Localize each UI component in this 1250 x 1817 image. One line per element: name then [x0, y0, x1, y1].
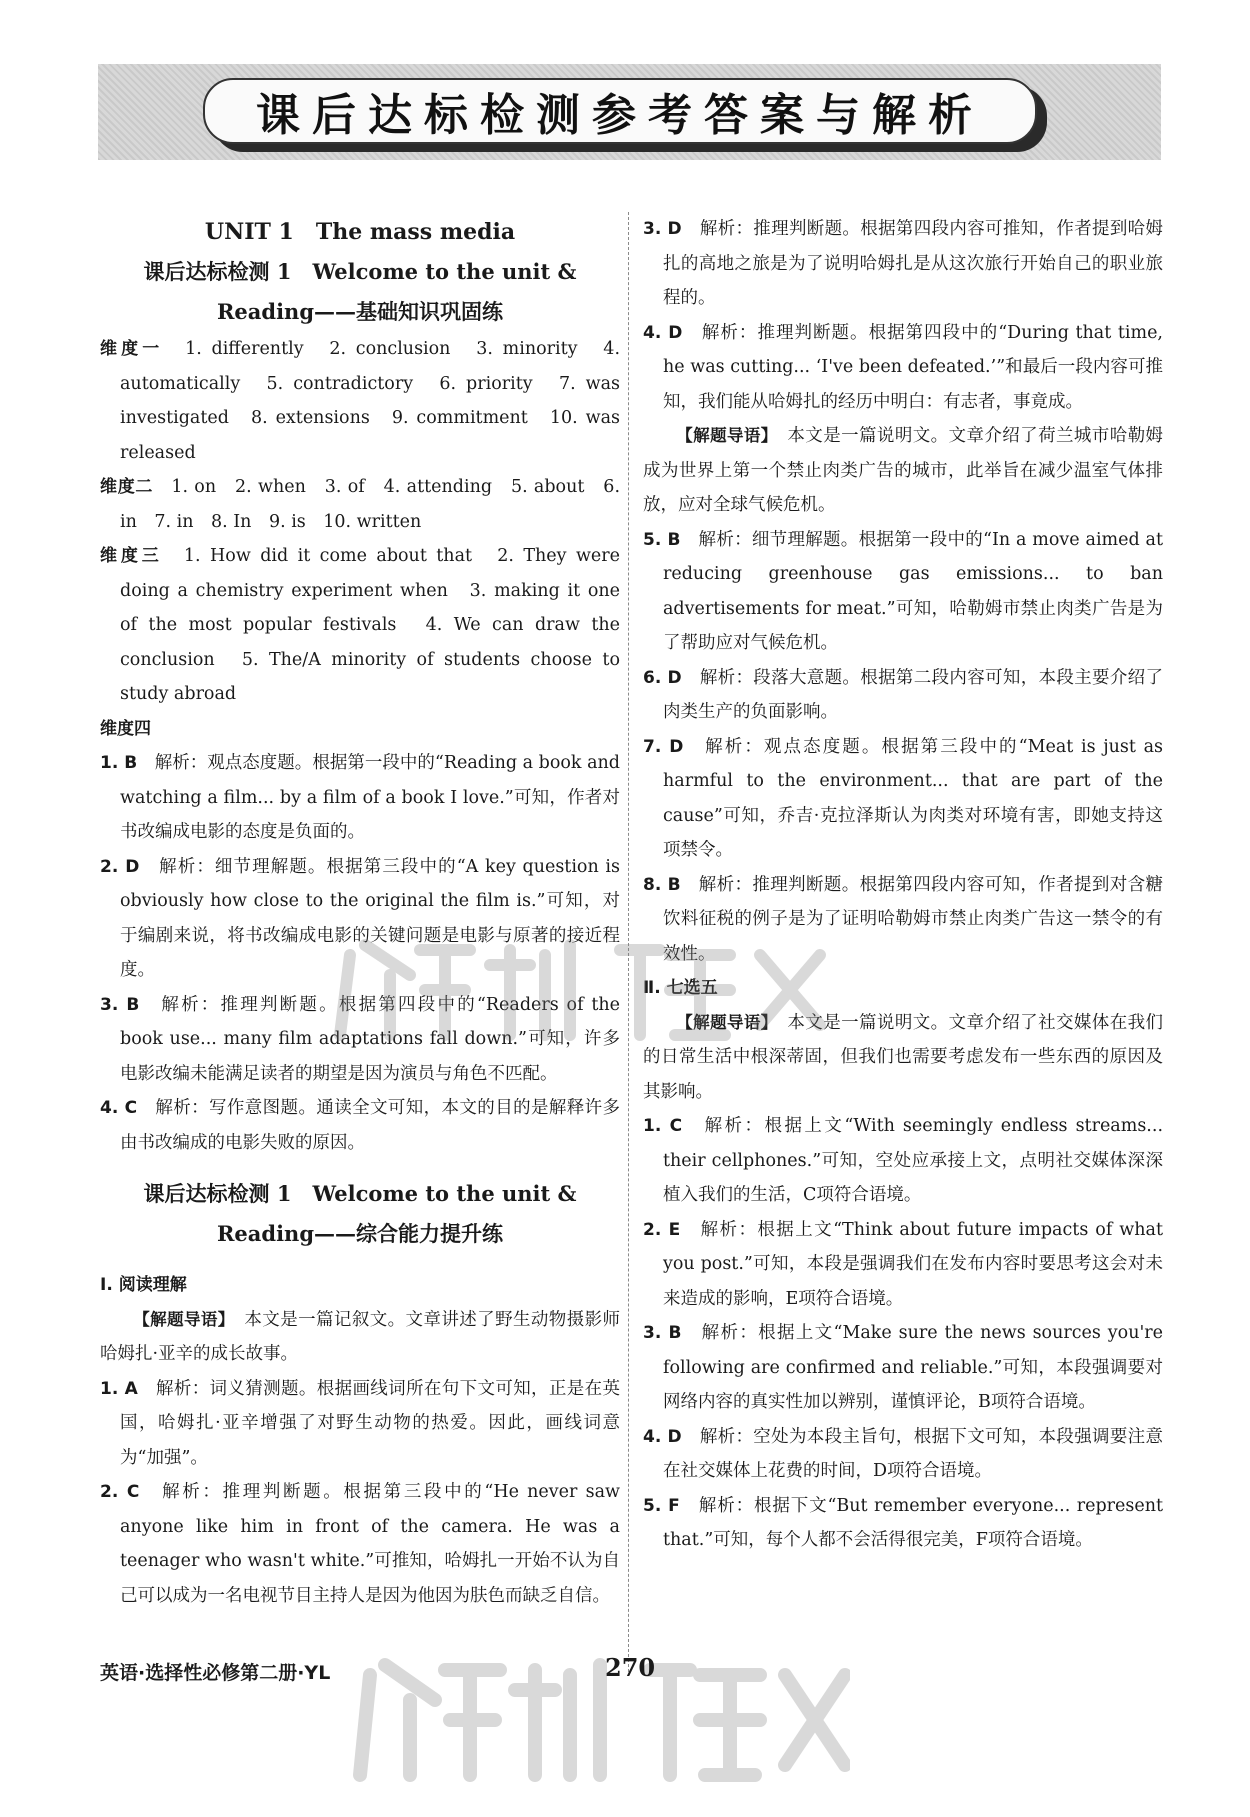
answer-key: 4. C — [100, 1098, 138, 1118]
answer-key: 4. D — [643, 322, 683, 343]
guide-text: 本文是一篇记叙文。文章讲述了野生动物摄影师哈姆扎·亚辛的成长故事。 — [100, 1309, 621, 1364]
dimension-4 — [100, 712, 620, 747]
answer-explanation: 解析：段落大意题。根据第二段内容可知，本段主要介绍了肉类生产的负面影响。 — [663, 667, 1163, 722]
section2-heading-line1: 课后达标检测 1 Welcome to the unit & — [143, 1181, 577, 1206]
answer-key: 8. B — [643, 874, 681, 895]
answer-key: 7. D — [643, 736, 684, 757]
dimension-4-label: 维度四 — [100, 718, 151, 739]
list-item — [643, 212, 1163, 316]
part2-title: Ⅱ. 七选五 — [643, 978, 718, 998]
list-item — [643, 1213, 1163, 1317]
dimension-1-label: 维度一 — [100, 339, 164, 359]
answer-key: 4. D — [643, 1426, 682, 1447]
list-item — [643, 1420, 1163, 1489]
answer-explanation: 解析：根据上文“Make sure the news sources you're following are confirmed and reliable.”可知，本段强调要对网络内容的真实性加以辨别，谨慎评论，B项符合语境。 — [663, 1323, 1163, 1412]
page-number: 270 — [605, 1653, 656, 1682]
list-item — [100, 850, 620, 988]
right-column — [643, 212, 1163, 1558]
guide-text: 本文是一篇说明文。文章介绍了社交媒体在我们的日常生活中根深蒂固，但我们也需要考虑发布一些东西的原因及其影响。 — [643, 1012, 1164, 1102]
section1-heading-line2: Reading——基础知识巩固练 — [216, 299, 504, 324]
answer-explanation: 解析：细节理解题。根据第一段中的“In a move aimed at reducing greenhouse gas emissions... to ban advertisements for meat.”可知，哈勒姆市禁止肉类广告是为了帮助应对气候危机。 — [663, 529, 1164, 653]
guide-tag: 【解题导语】 — [133, 1309, 227, 1329]
page-title: 课后达标检测参考答案与解析 — [256, 90, 984, 141]
guide-paragraph-1 — [100, 1303, 620, 1372]
unit-title: UNIT 1 The mass media — [204, 219, 516, 245]
dimension-2-answers: 1. on 2. when 3. of 4. attending 5. about 6. in 7. in 8. In 9. is 10. written — [120, 477, 621, 532]
answer-key: 2. D — [100, 856, 140, 877]
list-item — [100, 1091, 620, 1160]
list-item — [100, 746, 620, 850]
list-item — [643, 1489, 1163, 1558]
answer-key: 2. C — [100, 1482, 140, 1502]
answer-explanation: 解析：观点态度题。根据第三段中的“Meat is just as harmful to the environment... that are part of the cause”可知，乔吉·克拉泽斯认为肉类对环境有害，即她支持这项禁令。 — [663, 736, 1164, 860]
guide-paragraph-3 — [643, 1006, 1163, 1110]
list-item — [100, 1475, 620, 1613]
column-divider — [628, 212, 629, 1672]
guide-tag: 【解题导语】 — [676, 426, 770, 445]
answer-explanation: 解析：推理判断题。根据第四段中的“Readers of the book use... many film adaptations fall down.”可知，许多电影改编未能满足读者的期望是因为演员与角色不匹配。 — [120, 994, 620, 1084]
answer-explanation: 解析：写作意图题。通读全文可知，本文的目的是解释许多由书改编成的电影失败的原因。 — [120, 1098, 621, 1153]
answer-explanation: 解析：推理判断题。根据第四段内容可知，作者提到对含糖饮料征税的例子是为了证明哈勒姆市禁止肉类广告这一禁令的有效性。 — [663, 874, 1164, 964]
title-banner — [98, 64, 1161, 160]
list-item — [643, 661, 1163, 730]
list-item — [643, 868, 1163, 972]
dimension-2-label: 维度二 — [100, 477, 154, 497]
list-item — [100, 988, 620, 1092]
answer-explanation: 解析：空处为本段主旨句，根据下文可知，本段强调要注意在社交媒体上花费的时间，D项符合语境。 — [663, 1426, 1163, 1481]
guide-text: 本文是一篇说明文。文章介绍了荷兰城市哈勒姆成为世界上第一个禁止肉类广告的城市，此举旨在减少温室气体排放，应对全球气候危机。 — [643, 426, 1164, 515]
guide-paragraph-2 — [643, 419, 1163, 523]
answer-key: 2. E — [643, 1219, 681, 1240]
answer-explanation: 解析：词义猜测题。根据画线词所在句下文可知，正是在英国，哈姆扎·亚辛增强了对野生动物的热爱。因此，画线词意为“加强”。 — [120, 1378, 621, 1468]
answer-key: 6. D — [643, 667, 682, 688]
answer-key: 5. F — [643, 1495, 680, 1516]
answer-explanation: 解析：观点态度题。根据第一段中的“Reading a book and watching a film... by a film of a book I love.”可知，作者对书改编成电影的态度是负面的。 — [120, 753, 621, 842]
guide-tag: 【解题导语】 — [676, 1012, 770, 1032]
list-item — [100, 1372, 620, 1476]
answer-explanation: 解析：根据下文“But remember everyone... represent that.”可知，每个人都不会活得很完美，F项符合语境。 — [663, 1495, 1164, 1550]
answer-explanation: 解析：推理判断题。根据第四段内容可推知，作者提到哈姆扎的高地之旅是为了说明哈姆扎是从这次旅行开始自己的职业旅程的。 — [663, 219, 1163, 308]
list-item — [643, 1316, 1163, 1420]
list-item — [643, 316, 1163, 420]
answer-explanation: 解析：根据上文“Think about future impacts of what you post.”可知，本段是强调我们在发布内容时要思考这会对未来造成的影响，E项符合语境。 — [663, 1219, 1164, 1309]
section1-heading-line1: 课后达标检测 1 Welcome to the unit & — [143, 259, 577, 284]
answer-key: 3. D — [643, 219, 682, 239]
left-column — [100, 212, 620, 1613]
answer-explanation: 解析：根据上文“With seemingly endless streams... their cellphones.”可知，空处应承接上文，点明社交媒体深深植入我们的生活，C项符合语境。 — [663, 1116, 1164, 1205]
dimension-1-answers: 1. differently 2. conclusion 3. minority 4. automatically 5. contradictory 6. priority 7. was investigated 8. extensions 9. commitment 10. was released — [120, 339, 621, 463]
answer-explanation: 解析：推理判断题。根据第四段中的“During that time, he was cutting... ‘I've been defeated.’”和最后一段内容可推知，我们能从哈姆扎的经历中明白：有志者，事竟成。 — [663, 322, 1163, 412]
title-box — [203, 78, 1037, 144]
section2-heading-line2: Reading——综合能力提升练 — [216, 1221, 504, 1246]
list-item — [643, 730, 1163, 868]
answer-key: 1. A — [100, 1378, 138, 1399]
answer-key: 1. B — [100, 753, 138, 773]
answer-key: 3. B — [643, 1323, 682, 1343]
dimension-1 — [100, 332, 620, 470]
list-item — [643, 1109, 1163, 1213]
answer-key: 1. C — [643, 1116, 683, 1136]
watermark-graphic — [350, 1655, 850, 1785]
dimension-2 — [100, 470, 620, 539]
dimension-3-answers: 1. How did it come about that 2. They were doing a chemistry experiment when 3. making it one of the most popular festivals 4. We can draw the conclusion 5. The/A minority of students choose to study abroad — [120, 546, 621, 704]
answer-explanation: 解析：推理判断题。根据第三段中的“He never saw anyone like him in front of the camera. He was a teenager who wasn't white.”可推知，哈姆扎一开始不认为自己可以成为一名电视节目主持人是因为他因为肤色而缺乏自信。 — [120, 1482, 621, 1606]
answer-key: 5. B — [643, 529, 681, 550]
part1-title: Ⅰ. 阅读理解 — [100, 1275, 187, 1295]
footer-book-info: 英语·选择性必修第二册·YL — [100, 1662, 331, 1684]
list-item — [643, 523, 1163, 661]
answer-explanation: 解析：细节理解题。根据第三段中的“A key question is obviously how close to the original the film is.”可知，对于编剧来说，将书改编成电影的关键问题是电影与原著的接近程度。 — [120, 856, 620, 980]
dimension-3 — [100, 539, 620, 712]
answer-key: 3. B — [100, 994, 140, 1015]
dimension-3-label: 维度三 — [100, 546, 163, 566]
